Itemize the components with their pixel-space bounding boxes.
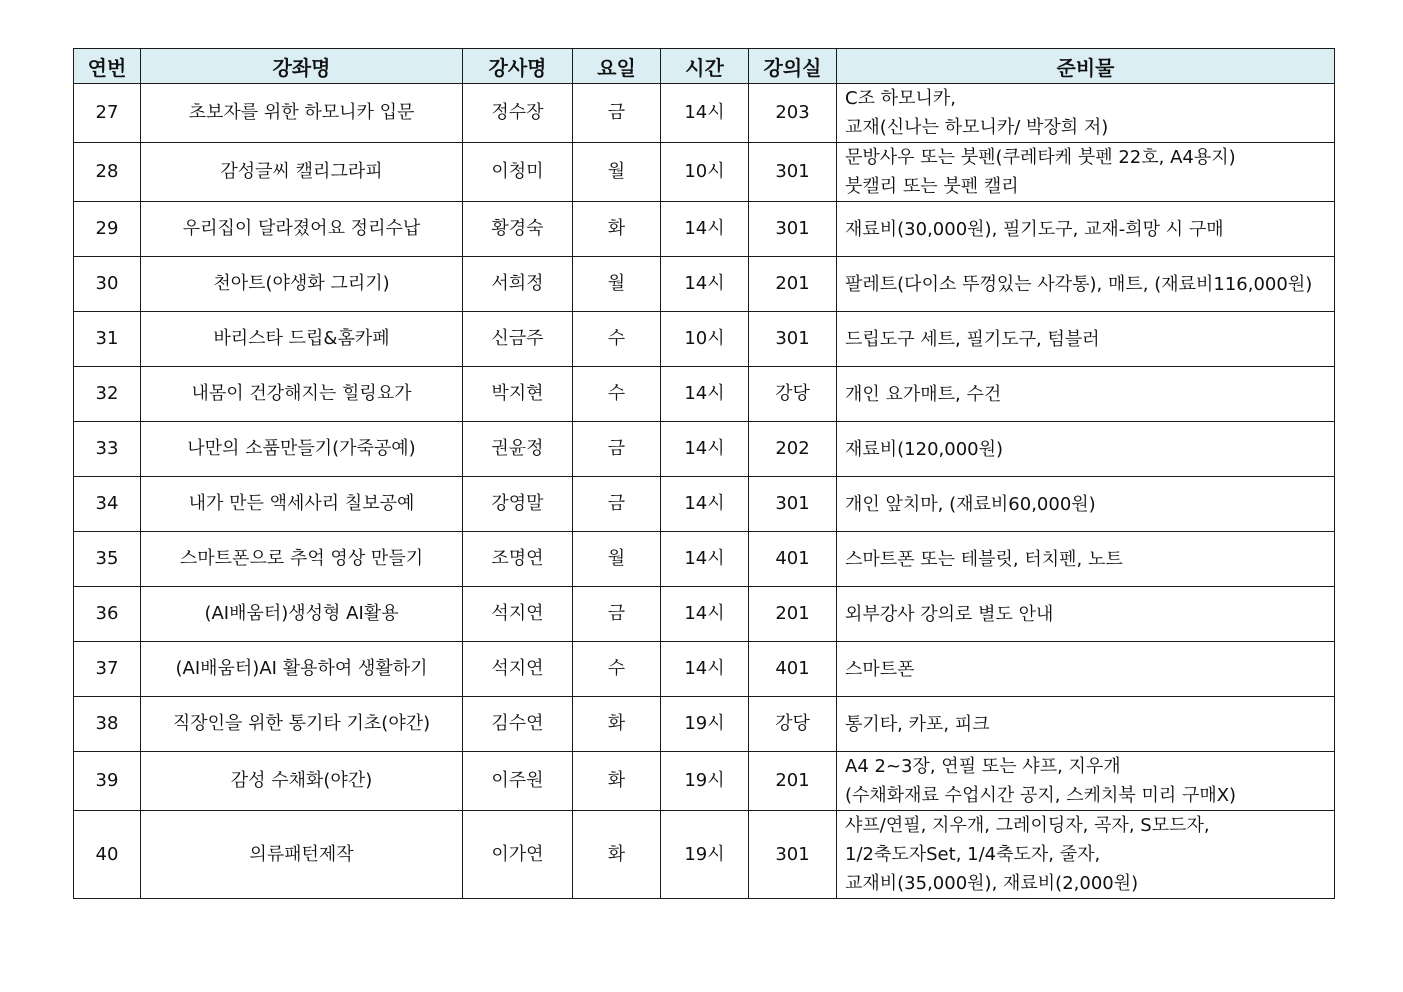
cell-no: 36 [74, 587, 141, 642]
table-body [74, 84, 1335, 899]
cell-course: 의류패턴제작 [141, 811, 463, 899]
cell-no: 35 [74, 532, 141, 587]
cell-room: 201 [749, 257, 837, 312]
cell-materials [837, 477, 1335, 532]
cell-time: 19시 [661, 752, 749, 811]
cell-course: 스마트폰으로 추억 영상 만들기 [141, 532, 463, 587]
materials-line: 재료비(30,000원), 필기도구, 교재-희망 시 구매 [845, 218, 1224, 240]
cell-instructor: 이주원 [463, 752, 573, 811]
cell-time: 19시 [661, 811, 749, 899]
cell-room: 202 [749, 422, 837, 477]
cell-course: 직장인을 위한 통기타 기초(야간) [141, 697, 463, 752]
cell-materials [837, 811, 1335, 899]
cell-no: 39 [74, 752, 141, 811]
table-row [74, 257, 1335, 312]
cell-instructor: 강영말 [463, 477, 573, 532]
table-row [74, 143, 1335, 202]
cell-time: 14시 [661, 532, 749, 587]
cell-day: 화 [573, 811, 661, 899]
cell-room: 201 [749, 587, 837, 642]
table-header [74, 49, 1335, 84]
cell-no: 32 [74, 367, 141, 422]
table-row [74, 587, 1335, 642]
cell-room: 301 [749, 143, 837, 202]
materials-line: 개인 요가매트, 수건 [845, 383, 1002, 405]
cell-no: 28 [74, 143, 141, 202]
cell-course: 천아트(야생화 그리기) [141, 257, 463, 312]
cell-room: 301 [749, 312, 837, 367]
cell-instructor: 박지현 [463, 367, 573, 422]
cell-room: 401 [749, 532, 837, 587]
header-materials: 준비물 [837, 49, 1335, 84]
cell-day: 월 [573, 143, 661, 202]
cell-room: 강당 [749, 367, 837, 422]
cell-no: 33 [74, 422, 141, 477]
cell-course: 내몸이 건강해지는 힐링요가 [141, 367, 463, 422]
table-row [74, 477, 1335, 532]
cell-materials [837, 422, 1335, 477]
cell-materials [837, 84, 1335, 143]
cell-materials [837, 367, 1335, 422]
materials-line: C조 하모니카, [845, 88, 956, 109]
cell-room: 203 [749, 84, 837, 143]
cell-day: 월 [573, 532, 661, 587]
materials-line: 개인 앞치마, (재료비60,000원) [845, 493, 1096, 515]
materials-line: 문방사우 또는 붓펜(쿠레타케 붓펜 22호, A4용지) [845, 147, 1236, 168]
cell-room: 201 [749, 752, 837, 811]
cell-materials [837, 143, 1335, 202]
cell-room: 301 [749, 811, 837, 899]
cell-time: 14시 [661, 367, 749, 422]
header-course: 강좌명 [141, 49, 463, 84]
cell-no: 29 [74, 202, 141, 257]
cell-no: 37 [74, 642, 141, 697]
header-instructor: 강사명 [463, 49, 573, 84]
cell-room: 401 [749, 642, 837, 697]
cell-course: 감성 수채화(야간) [141, 752, 463, 811]
materials-line: 팔레트(다이소 뚜껑있는 사각통), 매트, (재료비116,000원) [845, 273, 1313, 295]
cell-time: 14시 [661, 84, 749, 143]
cell-day: 금 [573, 477, 661, 532]
table-row [74, 811, 1335, 899]
cell-time: 10시 [661, 143, 749, 202]
materials-line: 샤프/연필, 지우개, 그레이딩자, 곡자, S모드자, [845, 815, 1210, 836]
materials-line: (수채화재료 수업시간 공지, 스케치북 미리 구매X) [845, 785, 1237, 806]
cell-time: 19시 [661, 697, 749, 752]
cell-materials [837, 587, 1335, 642]
cell-instructor: 황경숙 [463, 202, 573, 257]
cell-instructor: 권윤정 [463, 422, 573, 477]
materials-line: 스마트폰 [845, 658, 915, 680]
cell-day: 화 [573, 697, 661, 752]
table-row [74, 312, 1335, 367]
cell-day: 수 [573, 367, 661, 422]
cell-instructor: 이가연 [463, 811, 573, 899]
materials-line: 재료비(120,000원) [845, 438, 1004, 460]
cell-course: 우리집이 달라졌어요 정리수납 [141, 202, 463, 257]
cell-course: 내가 만든 액세사리 칠보공예 [141, 477, 463, 532]
materials-line: 교재(신나는 하모니카/ 박장희 저) [845, 117, 1109, 138]
cell-course: (AI배움터)생성형 AI활용 [141, 587, 463, 642]
cell-no: 38 [74, 697, 141, 752]
cell-day: 화 [573, 752, 661, 811]
cell-day: 화 [573, 202, 661, 257]
cell-no: 40 [74, 811, 141, 899]
cell-time: 14시 [661, 642, 749, 697]
course-table [73, 48, 1335, 899]
materials-line: 교재비(35,000원), 재료비(2,000원) [845, 873, 1139, 894]
cell-day: 수 [573, 312, 661, 367]
table-row [74, 422, 1335, 477]
cell-no: 31 [74, 312, 141, 367]
table-row [74, 532, 1335, 587]
cell-materials [837, 202, 1335, 257]
table-row [74, 697, 1335, 752]
cell-instructor: 이청미 [463, 143, 573, 202]
cell-room: 강당 [749, 697, 837, 752]
cell-day: 금 [573, 422, 661, 477]
table-row [74, 752, 1335, 811]
cell-materials [837, 642, 1335, 697]
cell-time: 14시 [661, 422, 749, 477]
table-row [74, 642, 1335, 697]
table-row [74, 84, 1335, 143]
cell-no: 30 [74, 257, 141, 312]
cell-materials [837, 312, 1335, 367]
cell-materials [837, 532, 1335, 587]
cell-instructor: 조명연 [463, 532, 573, 587]
cell-day: 수 [573, 642, 661, 697]
cell-instructor: 정수장 [463, 84, 573, 143]
table-row [74, 202, 1335, 257]
materials-line: A4 2~3장, 연필 또는 샤프, 지우개 [845, 756, 1121, 777]
header-row [74, 49, 1335, 84]
cell-time: 14시 [661, 477, 749, 532]
materials-line: 외부강사 강의로 별도 안내 [845, 603, 1054, 625]
materials-line: 드립도구 세트, 필기도구, 텀블러 [845, 328, 1100, 350]
header-day: 요일 [573, 49, 661, 84]
table-row [74, 367, 1335, 422]
header-room: 강의실 [749, 49, 837, 84]
cell-time: 14시 [661, 587, 749, 642]
cell-course: 나만의 소품만들기(가죽공예) [141, 422, 463, 477]
course-schedule-sheet [73, 48, 1335, 899]
cell-instructor: 석지연 [463, 587, 573, 642]
cell-course: 감성글씨 캘리그라피 [141, 143, 463, 202]
cell-room: 301 [749, 477, 837, 532]
cell-time: 10시 [661, 312, 749, 367]
cell-course: 바리스타 드립&홈카페 [141, 312, 463, 367]
materials-line: 붓캘리 또는 붓펜 캘리 [845, 176, 1019, 197]
cell-materials [837, 257, 1335, 312]
cell-day: 금 [573, 84, 661, 143]
header-no: 연번 [74, 49, 141, 84]
cell-materials [837, 697, 1335, 752]
materials-line: 1/2축도자Set, 1/4축도자, 줄자, [845, 844, 1101, 865]
cell-course: 초보자를 위한 하모니카 입문 [141, 84, 463, 143]
cell-no: 27 [74, 84, 141, 143]
header-time: 시간 [661, 49, 749, 84]
cell-no: 34 [74, 477, 141, 532]
materials-line: 통기타, 카포, 피크 [845, 713, 990, 735]
cell-day: 금 [573, 587, 661, 642]
cell-instructor: 석지연 [463, 642, 573, 697]
cell-instructor: 서희정 [463, 257, 573, 312]
cell-day: 월 [573, 257, 661, 312]
cell-instructor: 김수연 [463, 697, 573, 752]
cell-time: 14시 [661, 202, 749, 257]
cell-room: 301 [749, 202, 837, 257]
cell-instructor: 신금주 [463, 312, 573, 367]
cell-time: 14시 [661, 257, 749, 312]
cell-materials [837, 752, 1335, 811]
cell-course: (AI배움터)AI 활용하여 생활하기 [141, 642, 463, 697]
materials-line: 스마트폰 또는 테블릿, 터치펜, 노트 [845, 548, 1123, 570]
